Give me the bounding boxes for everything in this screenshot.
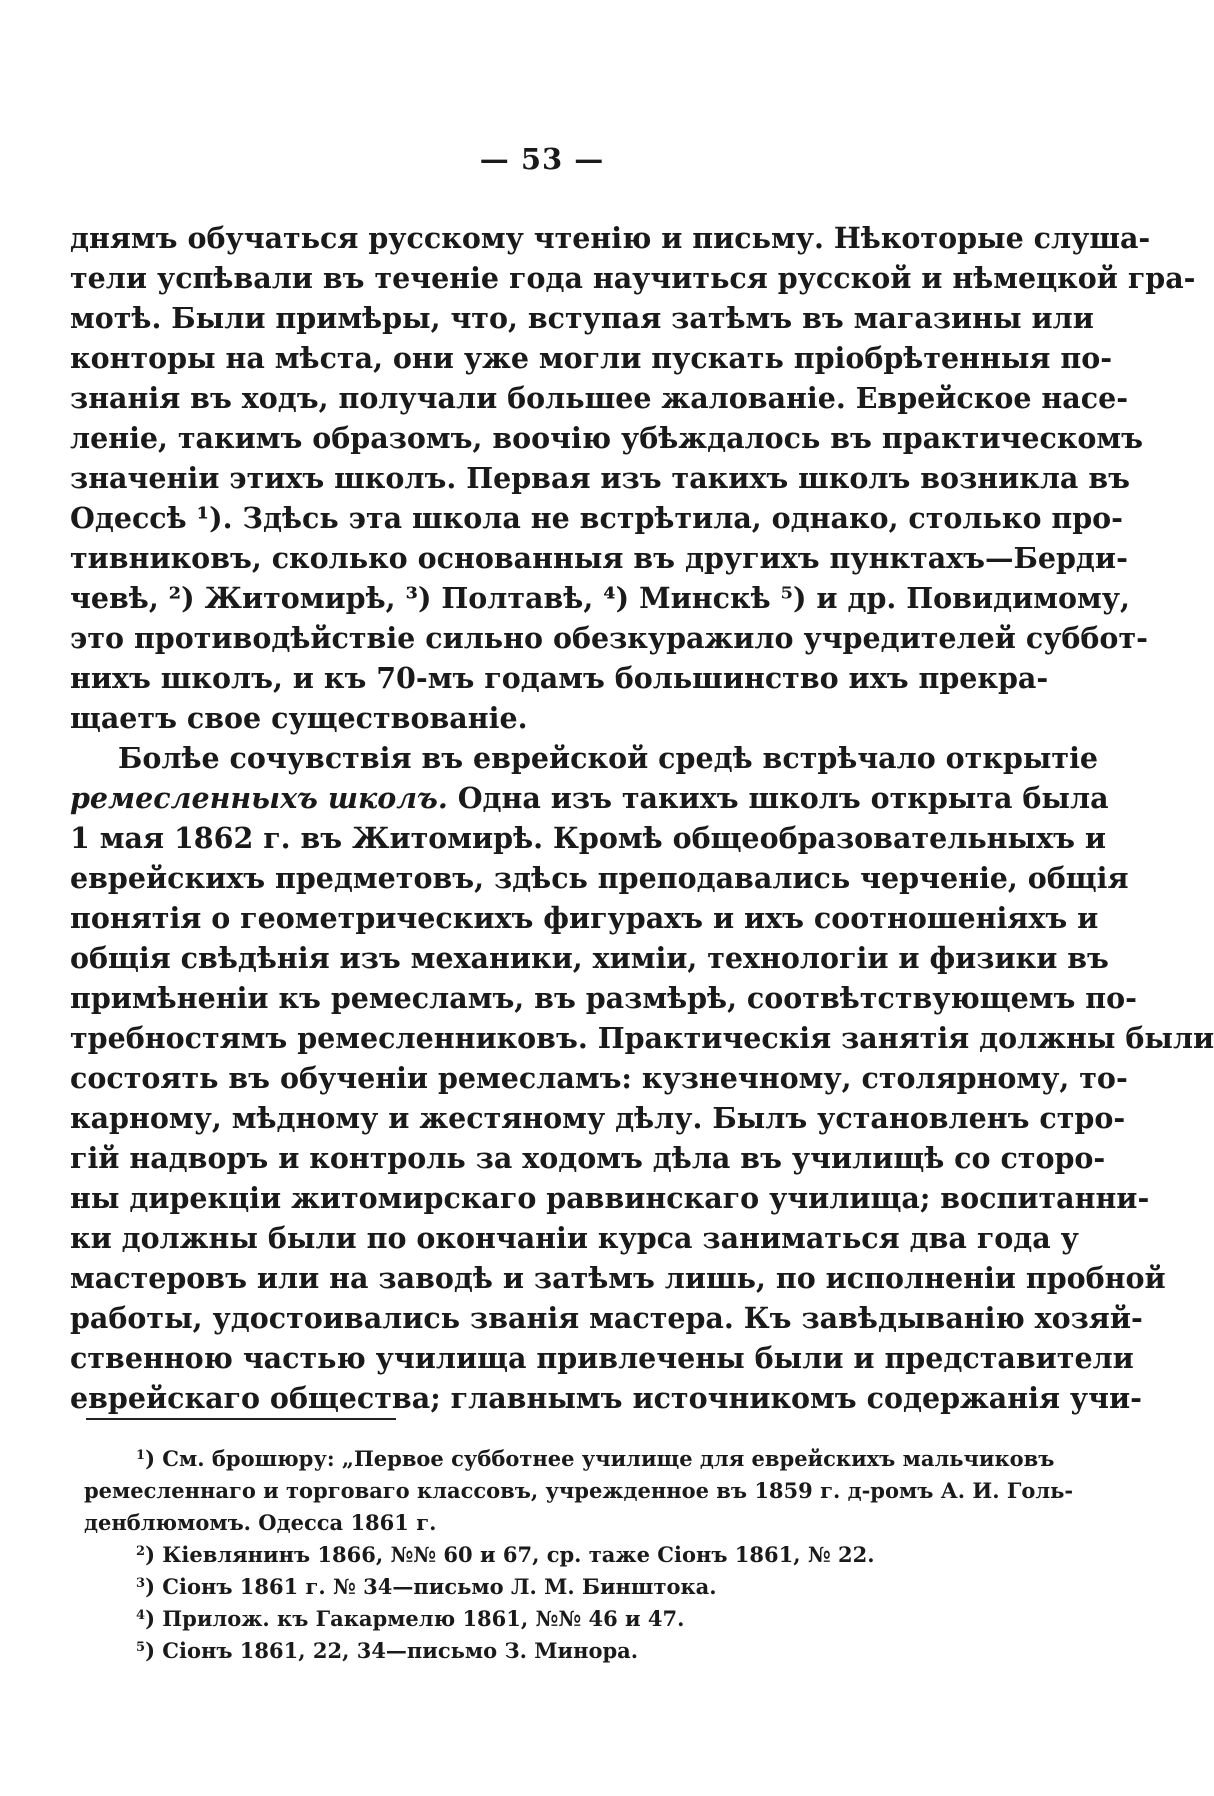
footnotes (84, 1443, 1074, 1667)
text-fragment: Одна изъ такихъ школъ открыта была (447, 781, 1109, 815)
text-line: Одессѣ ¹). Здѣсь эта школа не встрѣтила, однако, столько про- (70, 501, 1124, 535)
text-line: еврейскихъ предметовъ, здѣсь преподавались черченіе, общія (70, 861, 1129, 895)
text-line: примѣненіи къ ремесламъ, въ размѣрѣ, соотвѣтствующемъ по- (70, 981, 1137, 1015)
footnote-divider (86, 1418, 396, 1420)
page-number: — 53 — (479, 142, 605, 176)
footnote-4 (86, 1603, 1016, 1635)
text-line: леніе, такимъ образомъ, воочію убѣждалось въ практическомъ (70, 421, 1144, 455)
footnote-text: ) Сіонъ 1861, 22, 34—письмо З. Минора. (145, 1638, 639, 1663)
main-text (70, 218, 1214, 1418)
text-line: тивниковъ, сколько основанныя въ другихъ пунктахъ—Берди- (70, 541, 1128, 575)
footnote-1 (86, 1443, 1055, 1475)
text-line: карному, мѣдному и жестяному дѣлу. Былъ установленъ стро- (70, 1101, 1126, 1135)
footnote-1-continued: денблюмомъ. Одесса 1861 г. (84, 1510, 437, 1535)
footnote-5 (86, 1635, 1016, 1667)
footnote-text: ) Кіевлянинъ 1866, №№ 60 и 67, ср. таже Сіонъ 1861, № 22. (145, 1542, 875, 1567)
footnote-text: ) См. брошюру: „Первое субботнее училище для еврейскихъ мальчиковъ (145, 1446, 1055, 1471)
text-line: требностямъ ремесленниковъ. Практическія занятія должны были (70, 1021, 1214, 1055)
footnote-mark: 1 (136, 1447, 146, 1463)
text-line: еврейскаго общества; главнымъ источникомъ содержанія учи- (70, 1381, 1142, 1415)
footnote-text: ) Сіонъ 1861 г. № 34—письмо Л. М. Бинштока. (145, 1574, 717, 1599)
paragraph-2-first-line: Болѣе сочувствія въ еврейской средѣ встрѣчало открытіе (118, 741, 1099, 775)
text-line: тели успѣвали въ теченіе года научиться русской и нѣмецкой гра- (70, 261, 1196, 295)
text-line: щаетъ свое существованіе. (70, 701, 528, 735)
footnote-mark: 2 (136, 1543, 146, 1559)
text-line: знанія въ ходъ, получали большее жалованіе. Еврейское насе- (70, 381, 1129, 415)
footnote-mark: 5 (136, 1639, 146, 1655)
text-line: гій надворъ и контроль за ходомъ дѣла въ училищѣ со сторо- (70, 1141, 1106, 1175)
text-line: ственною частью училища привлечены были и представители (70, 1341, 1134, 1375)
text-line: состоять въ обученіи ремесламъ: кузнечному, столярному, то- (70, 1061, 1128, 1095)
text-line: работы, удостоивались званія мастера. Къ завѣдыванію хозяй- (70, 1301, 1143, 1335)
text-line: 1 мая 1862 г. въ Житомирѣ. Кромѣ общеобразовательныхъ и (70, 821, 1107, 855)
text-line: общія свѣдѣнія изъ механики, химіи, технологіи и физики въ (70, 941, 1109, 975)
text-line: ки должны были по окончаніи курса заниматься два года у (70, 1221, 1079, 1255)
text-line-emphasis (70, 778, 1109, 818)
text-line: это противодѣйствіе сильно обезкуражило учредителей суббот- (70, 621, 1148, 655)
text-line: мастеровъ или на заводѣ и затѣмъ лишь, по исполненіи пробной (70, 1261, 1166, 1295)
text-line: понятія о геометрическихъ фигурахъ и ихъ соотношеніяхъ и (70, 901, 1099, 935)
footnote-text: ) Прилож. къ Гакармелю 1861, №№ 46 и 47. (145, 1606, 685, 1631)
text-line: конторы на мѣста, они уже могли пускать пріобрѣтенныя по- (70, 341, 1113, 375)
footnote-3 (86, 1571, 1016, 1603)
footnote-mark: 3 (136, 1575, 146, 1591)
text-line: мотѣ. Были примѣры, что, вступая затѣмъ въ магазины или (70, 301, 1094, 335)
text-line: значеніи этихъ школъ. Первая изъ такихъ школъ возникла въ (70, 461, 1130, 495)
text-line: нихъ школъ, и къ 70-мъ годамъ большинство ихъ прекра- (70, 661, 1049, 695)
footnote-mark: 4 (136, 1607, 146, 1623)
text-line: ны дирекціи житомирскаго раввинскаго училища; воспитанни- (70, 1181, 1150, 1215)
text-line: днямъ обучаться русскому чтенію и письму. Нѣкоторые слуша- (70, 221, 1151, 255)
emphasis-text: ремесленныхъ школъ. (70, 781, 448, 815)
footnote-2 (86, 1539, 1016, 1571)
footnote-1-continued: ремесленнаго и торговаго классовъ, учрежденное въ 1859 г. д-ромъ А. И. Голь- (84, 1478, 1074, 1503)
text-line: чевѣ, ²) Житомирѣ, ³) Полтавѣ, ⁴) Минскѣ ⁵) и др. Повидимому, (70, 581, 1130, 615)
